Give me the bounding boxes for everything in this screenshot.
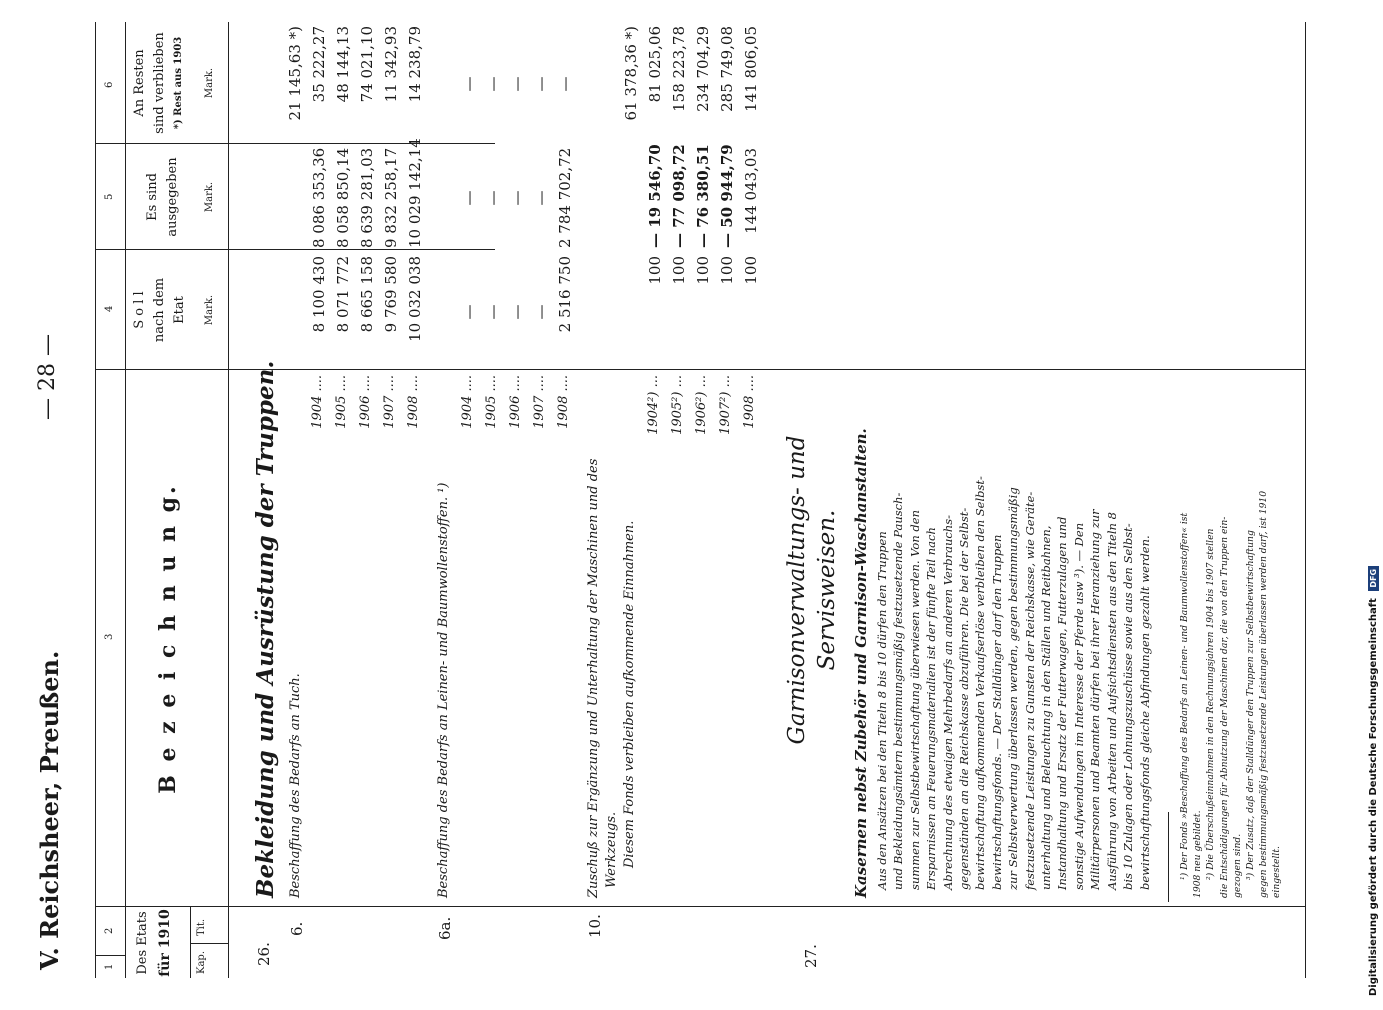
para-line: und Bekleidungsämtern bestimmungsmäßig festzusetzende Pausch- [891, 492, 906, 890]
tit6-aus-1906: 8 639 281,03 [358, 147, 376, 248]
tit6-year-1906: 1906 .... [358, 375, 373, 429]
es-sind-header-a: Es sind [145, 173, 160, 221]
col-num-3: 3 [104, 633, 115, 640]
tit6a-aus-1905: — [484, 190, 502, 206]
para-line: Ersparnissen an Feuerungsmaterialien ist der fünfte Teil nach [924, 527, 939, 890]
tit10-soll-1904: 100 [646, 256, 664, 285]
tit6a-soll-1905: — [484, 304, 502, 320]
tit6-rest-1905: 35 222,27 [310, 26, 328, 103]
tit6a-aus-1904: — [460, 190, 478, 206]
tit10-aus-1908: 144 043,03 [742, 148, 760, 234]
tit10-rest-1905: 81 025,06 [646, 26, 664, 103]
tit6-soll-1908: 10 032 038 [406, 256, 424, 342]
dfg-logo: DFG [1368, 566, 1379, 591]
tit10-year-1905: 1905²) ... [670, 375, 685, 435]
tit10-desc-a: Zuschuß zur Ergänzung und Unterhaltung der Maschinen und des [586, 458, 601, 898]
tit6-soll-1906: 8 665 158 [358, 256, 376, 333]
digitization-note: Digitalisierung gefördert durch die Deutsche Forschungsgemeinschaft [1368, 598, 1379, 996]
tit6-rest-1906: 48 144,13 [334, 26, 352, 103]
tit-10: 10. [586, 914, 604, 938]
para-line: Militärpersonen und Beamten dürfen bei ihrer Heranziehung zur [1088, 509, 1103, 890]
col-num-1: 1 [104, 963, 115, 970]
header-rule [228, 22, 229, 978]
footnote-line: gezogen sind. [1231, 833, 1243, 898]
tit10-year-1908: 1908 .... [742, 375, 757, 429]
tit6a-rest-1904: — [460, 76, 478, 92]
tit10-rest-1906: 158 223,78 [670, 26, 688, 112]
tit6a-aus-1907: — [532, 190, 550, 206]
tit6a-rest-1907: — [532, 76, 550, 92]
sec27-subtitle: Kasernen nebst Zubehör und Garnison-Waschanstalten. [852, 428, 870, 898]
tit10-desc-b: Werkzeugs. [604, 811, 619, 888]
footnote-line: ³) Der Zusatz, daß der Stalldünger den Truppen zur Selbstbewirtschaftung [1245, 530, 1257, 880]
tit10-desc-c: Diesem Fonds verbleiben aufkommende Einnahmen. [622, 520, 637, 868]
tit10-soll-1906: 100 [694, 256, 712, 285]
sec27-title-a: Garnisonverwaltungs- und [784, 435, 810, 745]
para-line: Instandhaltung und Ersatz der Futterwagen, Futterzulagen und [1055, 516, 1070, 890]
sec27-title-b: Servisweisen. [814, 509, 840, 671]
tit6-rest-1907: 74 021,10 [358, 26, 376, 103]
tit6a-year-1906: 1906 .... [508, 375, 523, 429]
tit6a-rest-1908: — [556, 76, 574, 92]
tit10-aus-1906: — 76 380,51 [694, 144, 712, 248]
footnote-rule [1168, 812, 1169, 902]
tit-6a: 6a. [436, 916, 454, 940]
tit10-aus-1907: — 50 944,79 [718, 144, 736, 248]
kap-label: Kap. [196, 950, 207, 974]
footnote-line: ²) Die Überschußeinnahmen in den Rechnungsjahren 1904 bis 1907 stellen [1205, 528, 1217, 880]
para-line: bis 10 Zulagen oder Lohnungszuschüsse sowie aus den Selbst- [1121, 523, 1136, 890]
tit6-soll-1907: 9 769 580 [382, 256, 400, 333]
kap-tit-divider [190, 943, 228, 944]
bottom-rule [1305, 22, 1306, 978]
tit6a-year-1908: 1908 .... [556, 375, 571, 429]
soll-mark: Mark. [204, 294, 215, 326]
para-line: bewirtschaftungsfonds gleiche Abfindungen gezahlt werden. [1137, 535, 1152, 890]
para-line: gegenständen an die Reichskasse abzuführen. Die bei der Selbst- [957, 507, 972, 890]
soll-header-b: nach dem [152, 277, 167, 343]
es-sind-mark: Mark. [204, 181, 215, 213]
tit6a-soll-1906: — [508, 304, 526, 320]
an-resten-header-a: An Resten [132, 49, 147, 117]
tit10-rest-extra: 141 806,05 [742, 26, 760, 112]
tit6-rest-extra: 14 238,79 [406, 26, 424, 103]
tit10-aus-1905: — 77 098,72 [670, 144, 688, 248]
footnote-line: die Entschädigungen für Abnutzung der Maschinen dar, die von den Truppen ein- [1218, 516, 1230, 898]
tit10-year-1904: 1904²) ... [646, 375, 661, 435]
soll-header-a: S o l l [132, 291, 147, 329]
tit6-soll-1905: 8 071 772 [334, 256, 352, 333]
an-resten-header-b: sind verblieben [152, 32, 167, 134]
sec27-paragraph [874, 375, 1153, 890]
tit6a-year-1907: 1907 .... [532, 375, 547, 429]
footnote-line: ¹) Der Fonds »Beschaffung des Bedarfs an Leinen- und Baumwollenstoffen« ist [1179, 512, 1190, 880]
tit6-aus-1904: 8 086 353,36 [310, 147, 328, 248]
tit6-year-1908: 1908 .... [406, 375, 421, 429]
tit-6: 6. [288, 921, 306, 936]
tit10-aus-1904: — 19 546,70 [646, 144, 664, 248]
tit10-rest-1908: 285 749,08 [718, 26, 736, 112]
es-sind-header-b: ausgegeben [165, 157, 180, 237]
footnote-line: 1908 neu gebildet. [1192, 810, 1204, 898]
tit6a-aus-1906: — [508, 190, 526, 206]
tit10-soll-1905: 100 [670, 256, 688, 285]
para-line: bewirtschaftung aufkommenden Verkaufserlöse verbleiben den Selbst- [973, 476, 988, 890]
tit6-rest-1904: 21 145,63 *) [286, 26, 304, 121]
tit6a-rest-1905: — [484, 76, 502, 92]
tit6-soll-1904: 8 100 430 [310, 256, 328, 333]
bezeichnung-header: B e z e i c h n u n g. [155, 483, 181, 794]
an-resten-mark: Mark. [204, 67, 215, 99]
tit10-year-1906: 1906²) ... [694, 375, 709, 435]
col12-header-a: Des Etats [135, 911, 150, 975]
col-number-rule [125, 22, 126, 978]
col-divider-1-2 [95, 955, 125, 956]
col-num-2: 2 [104, 927, 115, 934]
tit6-aus-1907: 9 832 258,17 [382, 147, 400, 248]
para-line: festzusetzende Leistungen zu Gunsten der Reichskasse, wie Geräte- [1022, 491, 1037, 890]
para-line: summen zur Selbstbewirtschaftung überwiesen werden. Von den [907, 510, 922, 890]
para-line: bewirtschaftungsfonds. — Der Stalldünger darf den Truppen [989, 534, 1004, 890]
tit6-aus-1908: 10 029 142,14 [406, 138, 424, 248]
para-line: Ausführung von Arbeiten und Aufsichtsdiensten aus den Titeln 8 [1104, 512, 1119, 890]
tit10-year-1907: 1907²) ... [718, 375, 733, 435]
para-line: unterhaltung und Beleuchtung in den Ställen und Reitbahnen, [1039, 525, 1054, 890]
tit6a-soll-1907: — [532, 304, 550, 320]
tit6a-desc: Beschaffung des Bedarfs an Leinen- und Baumwollenstoffen. ¹) [436, 482, 451, 898]
tit10-soll-1908: 100 [742, 256, 760, 285]
footnotes [1178, 373, 1284, 898]
tit10-rest-1904: 61 378,36 *) [622, 26, 640, 121]
kap-26: 26. [255, 942, 273, 966]
tit6-desc: Beschaffung des Bedarfs an Tuch. [288, 673, 303, 898]
para-line: sonstige Aufwendungen im Interesse der Pferde usw ³). — Den [1071, 522, 1086, 890]
tit6-aus-1905: 8 058 850,14 [334, 147, 352, 248]
tit6a-rest-1906: — [508, 76, 526, 92]
tit-label: Tit. [196, 918, 207, 936]
kap-27: 27. [802, 944, 820, 968]
col12-header-b: für 1910 [157, 909, 173, 977]
footnote-line: eingestellt. [1271, 846, 1283, 898]
col-num-5: 5 [104, 193, 115, 200]
tit6-year-1904: 1904 .... [310, 375, 325, 429]
tit6-year-1905: 1905 .... [334, 375, 349, 429]
tit6-rest-1908: 11 342,93 [382, 26, 400, 103]
tit6a-year-1905: 1905 .... [484, 375, 499, 429]
col-divider-2-3 [95, 906, 1305, 907]
tit10-soll-1907: 100 [718, 256, 736, 285]
tit10-rest-1907: 234 704,29 [694, 26, 712, 112]
tit6a-soll-1908: 2 516 750 [556, 256, 574, 333]
tit6a-aus-1908: 2 784 702,72 [556, 147, 574, 248]
tit6a-soll-1904: — [460, 304, 478, 320]
page-header: V. Reichsheer, Preußen. [35, 650, 64, 970]
para-line: zur Selbstverwertung überlassen werden, gegen bestimmungsmäßig [1006, 487, 1021, 890]
footnote-line: gegen bestimmungsmäßig festzusetzende Leistungen überlassen werden darf, ist 1910 [1258, 490, 1270, 898]
para-line: Aus den Ansätzen bei den Titeln 8 bis 10 dürfen den Truppen [875, 531, 889, 890]
para-line: Abrechnung des etwaigen Mehrbedarfs an anderen Verbrauchs- [940, 514, 955, 890]
top-rule [95, 22, 96, 978]
digitization-sidebar [1368, 10, 1383, 1000]
tit6a-year-1904: 1904 .... [460, 375, 475, 429]
an-resten-header-c: *) Rest aus 1903 [173, 36, 184, 130]
col-num-6: 6 [104, 81, 115, 88]
soll-header-c: Etat [172, 296, 187, 324]
tit6-year-1907: 1907 .... [382, 375, 397, 429]
col-num-4: 4 [104, 305, 115, 312]
sec26-title: Bekleidung und Ausrüstung der Truppen. [252, 360, 279, 898]
page-number: — 28 — [35, 334, 60, 420]
